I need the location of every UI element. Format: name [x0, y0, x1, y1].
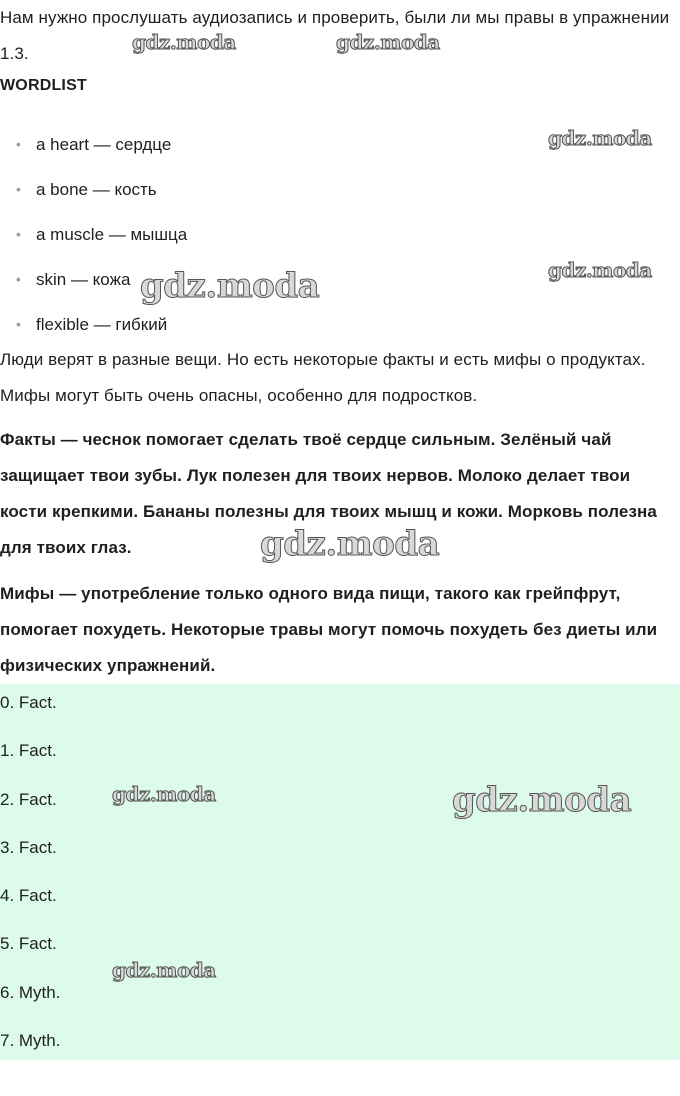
- answer-item: 1. Fact.: [0, 741, 57, 761]
- list-item: [0, 122, 680, 167]
- list-item: [0, 302, 680, 347]
- list-item-text: skin — кожа: [36, 270, 131, 289]
- list-item-text: a bone — кость: [36, 180, 157, 199]
- bullet-icon: •: [16, 181, 21, 197]
- bullet-icon: •: [16, 136, 21, 152]
- answer-item: 3. Fact.: [0, 837, 57, 857]
- paragraph-myths: Мифы — употребление только одного вида пищи, такого как грейпфрут, помогает похудеть. Некоторые травы могут помочь похудеть без диеты или физических упражнений.: [0, 584, 658, 675]
- list-item-text: a muscle — мышца: [36, 225, 188, 244]
- list-item: [0, 167, 680, 212]
- watermark: gdz.moda: [132, 30, 236, 54]
- answers-block: [0, 684, 680, 1060]
- answer-item: 7. Myth.: [0, 1031, 61, 1051]
- watermark: gdz.moda: [452, 780, 632, 820]
- list-item: [0, 257, 680, 302]
- watermark: gdz.moda: [548, 258, 652, 282]
- list-item-text: a heart — сердце: [36, 135, 172, 154]
- bullet-icon: •: [16, 316, 21, 332]
- intro-text: Нам нужно прослушать аудиозапись и проверить, были ли мы правы в упражнении 1.3.: [0, 8, 670, 63]
- watermark: gdz.moda: [548, 126, 652, 150]
- watermark: gdz.moda: [140, 266, 320, 306]
- paragraph-facts: Факты — чеснок помогает сделать твоё сердце сильным. Зелёный чай защищает твои зубы. Лук полезен для твоих нервов. Молоко делает твои кости крепкими. Бананы полезны для твоих мышц и кожи. Морковь полезна для твоих глаз.: [0, 430, 657, 557]
- answer-item: 0. Fact.: [0, 693, 57, 712]
- answer-item: 5. Fact.: [0, 934, 57, 954]
- bullet-icon: •: [16, 271, 21, 287]
- wordlist: [0, 122, 680, 347]
- watermark: gdz.moda: [112, 958, 216, 982]
- watermark: gdz.moda: [112, 782, 216, 806]
- paragraph-intro-myths: Люди верят в разные вещи. Но есть некоторые факты и есть мифы о продуктах. Мифы могут быть очень опасны, особенно для подростков.: [0, 350, 646, 405]
- watermark: gdz.moda: [336, 30, 440, 54]
- wordlist-heading: WORDLIST: [0, 77, 87, 94]
- answer-item: 6. Myth.: [0, 982, 61, 1002]
- list-item-text: flexible — гибкий: [36, 315, 168, 334]
- watermark: gdz.moda: [260, 524, 440, 564]
- bullet-icon: •: [16, 226, 21, 242]
- list-item: [0, 212, 680, 257]
- answer-item: 2. Fact.: [0, 789, 57, 809]
- answer-item: 4. Fact.: [0, 886, 57, 906]
